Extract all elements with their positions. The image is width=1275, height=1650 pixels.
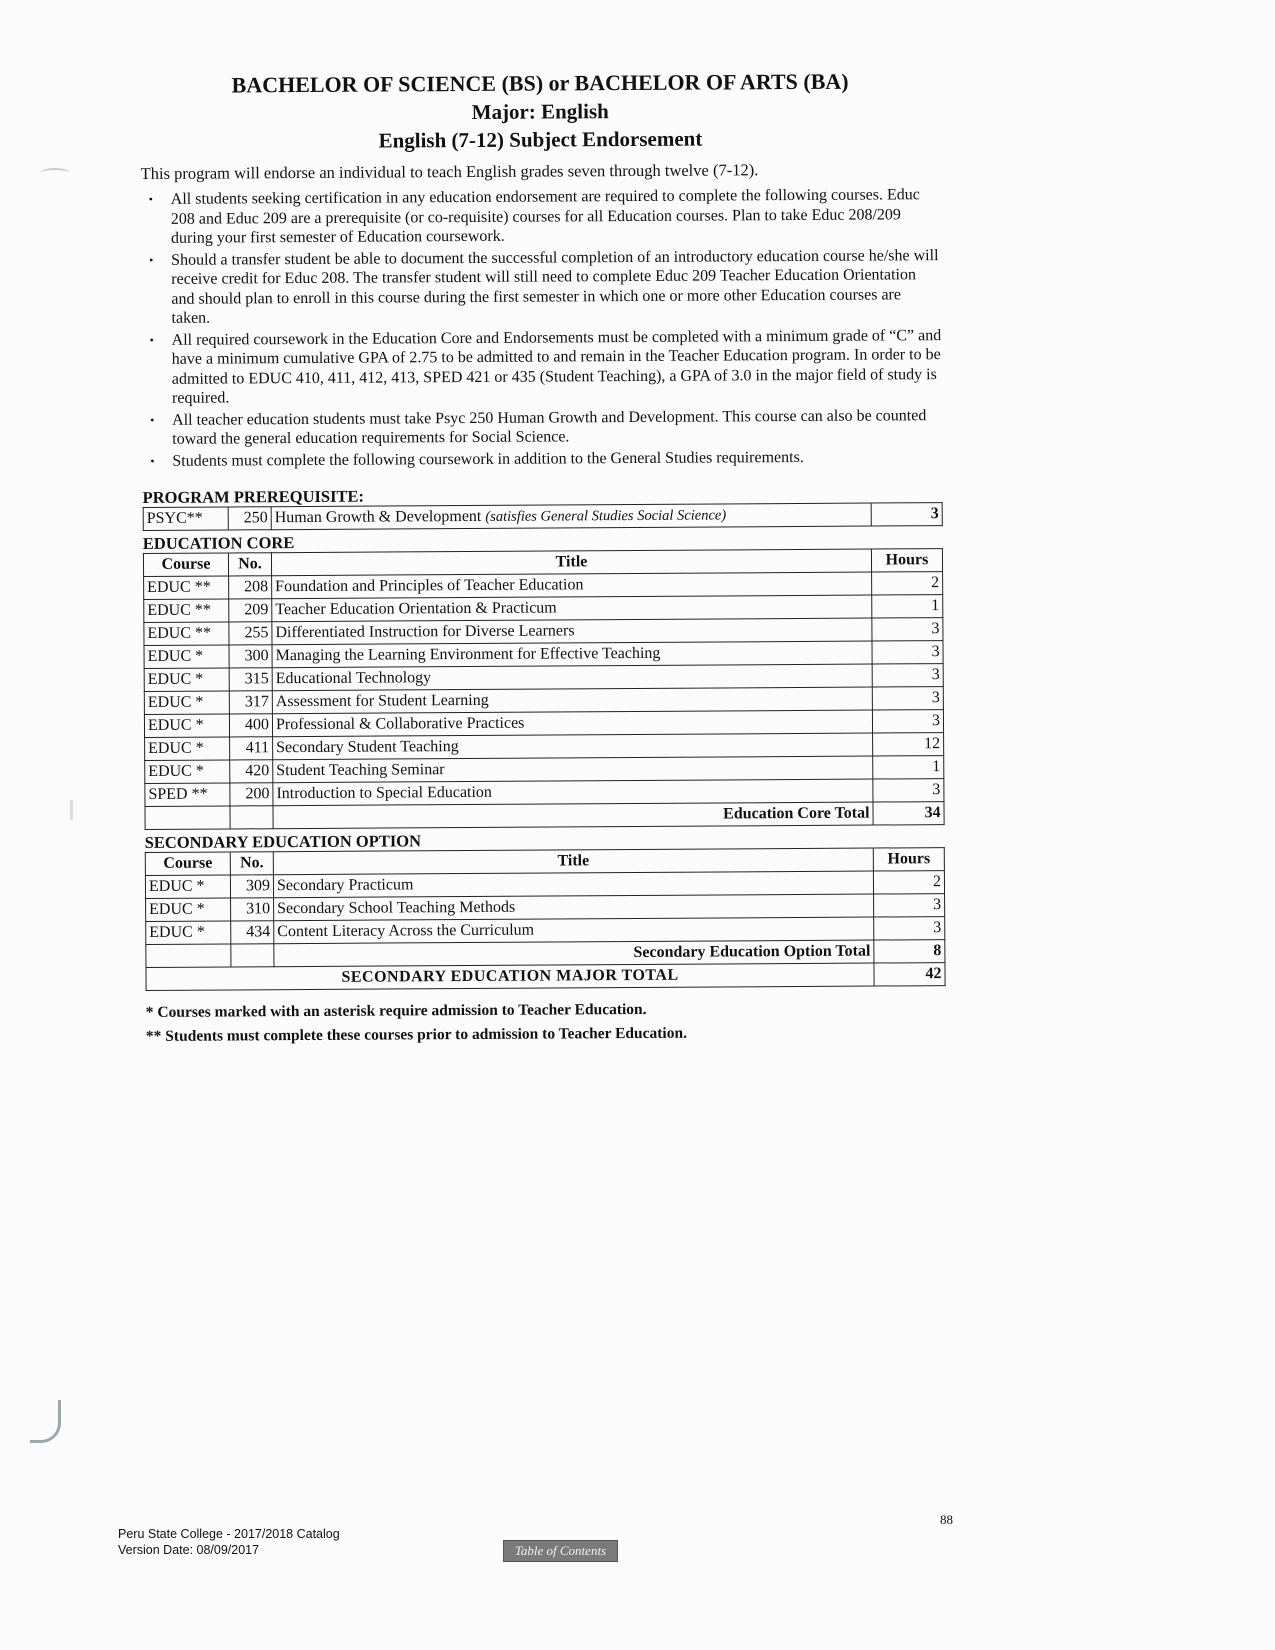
number-cell: 411 [230, 737, 273, 760]
title-cell: Educational Technology [272, 664, 872, 691]
secondary-total-value: 8 [874, 940, 945, 963]
number-cell: 315 [229, 668, 272, 691]
course-cell: EDUC ** [144, 622, 229, 646]
page-footer [118, 1526, 340, 1558]
course-cell: EDUC * [145, 875, 230, 899]
title-cell: Professional & Collaborative Practices [272, 710, 872, 737]
title-cell: Assessment for Student Learning [272, 687, 872, 714]
hours-cell: 3 [872, 687, 943, 710]
hours-cell: 12 [873, 733, 944, 756]
column-header-course: Course [143, 553, 228, 577]
course-cell: EDUC * [144, 668, 229, 692]
number-cell: 255 [229, 622, 272, 645]
column-header-title: Title [273, 848, 873, 875]
title-cell: Secondary Student Teaching [273, 733, 873, 760]
course-cell: EDUC * [144, 714, 229, 738]
page-number: 88 [940, 1512, 953, 1527]
list-item: • Students must complete the following coursework in addition to the General Studies requirements. [172, 447, 942, 471]
title-cell: Differentiated Instruction for Diverse Learners [272, 618, 872, 645]
footnote-double-asterisk: ** Students must complete these courses prior to admission to Teacher Education. [145, 1024, 688, 1045]
requirements-list [141, 185, 943, 471]
number-cell: 400 [229, 714, 272, 737]
course-cell: EDUC ** [144, 576, 229, 600]
number-cell: 300 [229, 645, 272, 668]
major-total-row [146, 963, 945, 991]
hours-cell: 3 [871, 503, 942, 526]
title-cell [271, 503, 871, 530]
empty-cell [230, 806, 273, 829]
column-header-no: No. [230, 852, 273, 875]
hours-cell: 3 [872, 618, 943, 641]
page-content [140, 67, 946, 1049]
endorsement-heading: English (7-12) Subject Endorsement [378, 126, 703, 153]
number-cell: 434 [231, 921, 274, 944]
hours-cell: 3 [872, 641, 943, 664]
hours-cell: 2 [872, 572, 943, 595]
title-cell: Managing the Learning Environment for Effective Teaching [272, 641, 872, 668]
scan-artifact [30, 1400, 61, 1443]
list-item: • All students seeking certification in any education endorsement are required to complete the following courses. Educ 208 and Educ 209 are a prerequisite (or co-requisite) courses for all Education courses. Plan to take Educ 208/209 during your first semester of Education coursework. [171, 185, 941, 248]
catalog-label: Peru State College - 2017/2018 Catalog [118, 1527, 340, 1541]
course-cell: SPED ** [145, 783, 230, 807]
version-date: Version Date: 08/09/2017 [118, 1543, 260, 1557]
table-of-contents-button[interactable]: Table of Contents [503, 1540, 618, 1562]
number-cell: 208 [229, 576, 272, 599]
title-block [170, 67, 910, 156]
number-cell: 310 [231, 898, 274, 921]
table-row [143, 503, 942, 531]
column-header-hours: Hours [873, 848, 944, 871]
number-cell: 420 [230, 760, 273, 783]
course-cell: EDUC * [146, 898, 231, 922]
number-cell: 200 [230, 783, 273, 806]
list-item: • Should a transfer student be able to document the successful completion of an introductory education course he/she will receive credit for Educ 208. The transfer student will still need to complete Educ 209 Teacher Education Orientation and should plan to enroll in this course during the first semester in which one or more other Education courses are taken. [171, 246, 941, 329]
scan-artifact [40, 168, 70, 178]
course-cell: EDUC * [146, 921, 231, 945]
list-item: • All teacher education students must take Psyc 250 Human Growth and Development. This course can also be counted toward the general education requirements for Social Science. [172, 406, 942, 450]
column-header-no: No. [228, 553, 271, 576]
core-total-label: Education Core Total [273, 802, 873, 829]
hours-cell: 3 [873, 779, 944, 802]
hours-cell: 3 [874, 894, 945, 917]
secondary-heading: SECONDARY EDUCATION OPTION [144, 831, 422, 852]
number-cell: 309 [230, 875, 273, 898]
course-title: Human Growth & Development [274, 507, 482, 527]
hours-cell: 3 [874, 917, 945, 940]
major-total-label: SECONDARY EDUCATION MAJOR TOTAL [146, 963, 874, 990]
hours-cell: 2 [873, 871, 944, 894]
major-total-value: 42 [874, 963, 945, 986]
title-cell: Secondary School Teaching Methods [274, 894, 874, 921]
hours-cell: 3 [872, 664, 943, 687]
course-cell: PSYC** [143, 507, 228, 531]
total-row [145, 802, 944, 830]
title-cell: Secondary Practicum [273, 871, 873, 898]
course-cell: EDUC * [144, 645, 229, 669]
number-cell: 317 [229, 691, 272, 714]
hours-cell: 1 [873, 756, 944, 779]
column-header-hours: Hours [871, 549, 942, 572]
title-cell: Foundation and Principles of Teacher Education [272, 572, 872, 599]
empty-cell [146, 944, 231, 968]
empty-cell [231, 944, 274, 967]
course-cell: EDUC * [145, 760, 230, 784]
page-title: BACHELOR OF SCIENCE (BS) or BACHELOR OF ARTS (BA) [231, 68, 849, 98]
hours-cell: 1 [872, 595, 943, 618]
title-cell: Content Literacy Across the Curriculum [274, 917, 874, 944]
scan-artifact [70, 800, 73, 820]
hours-cell: 3 [872, 710, 943, 733]
course-note: (satisfies General Studies Social Science) [485, 507, 727, 525]
secondary-option-table [145, 847, 946, 991]
course-cell: EDUC * [144, 691, 229, 715]
prereq-table [143, 502, 943, 531]
list-item: • All required coursework in the Education Core and Endorsements must be completed with a minimum grade of “C” and have a minimum cumulative GPA of 2.75 to be admitted to and remain in the Teacher Education program. In order to be admitted to EDUC 410, 411, 412, 413, SPED 421 or 435 (Student Teaching), a GPA of 3.0 in the major field of study is required. [172, 326, 942, 409]
number-cell: 209 [229, 599, 272, 622]
course-cell: EDUC ** [144, 599, 229, 623]
major-heading: Major: English [471, 99, 609, 124]
column-header-title: Title [271, 549, 871, 576]
column-header-course: Course [145, 852, 230, 876]
number-cell: 250 [228, 507, 271, 530]
title-cell: Introduction to Special Education [273, 779, 873, 806]
footnote-single-asterisk: * Courses marked with an asterisk require admission to Teacher Education. [145, 1000, 647, 1021]
title-cell: Student Teaching Seminar [273, 756, 873, 783]
title-cell: Teacher Education Orientation & Practicum [272, 595, 872, 622]
core-heading: EDUCATION CORE [142, 533, 295, 553]
prereq-heading: PROGRAM PREREQUISITE: [142, 486, 365, 507]
footnotes [146, 996, 946, 1049]
intro-text: This program will endorse an individual to teach English grades seven through twelve (7-12). [140, 160, 759, 183]
empty-cell [145, 806, 230, 830]
education-core-table [143, 548, 945, 830]
core-total-value: 34 [873, 802, 944, 825]
course-cell: EDUC * [145, 737, 230, 761]
secondary-total-label: Secondary Education Option Total [274, 940, 874, 967]
